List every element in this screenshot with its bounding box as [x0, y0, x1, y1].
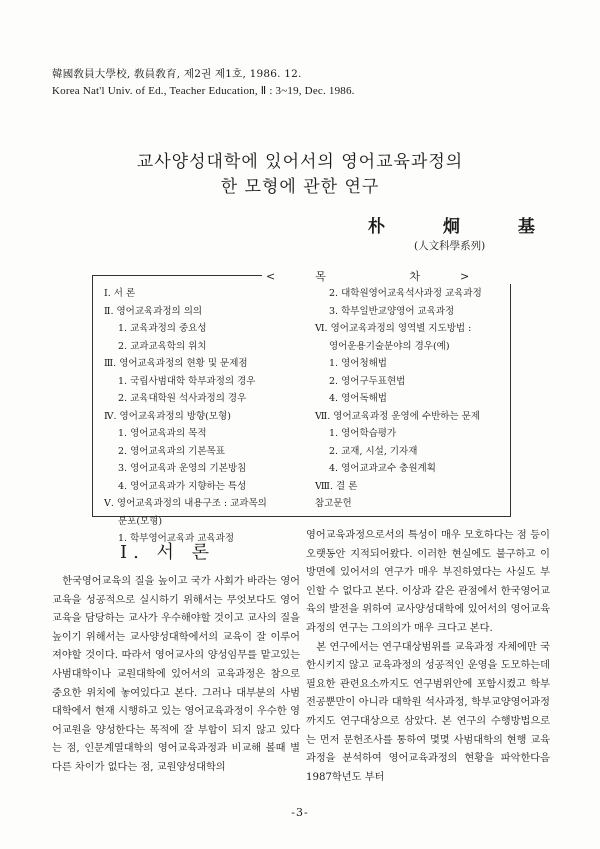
toc-entry: Ⅴ. 영어교육과정의 내용구조 : 교과목의	[104, 498, 267, 509]
toc-entry: 2. 대학원영어교육석사과정 교육과정	[329, 288, 482, 299]
toc-entry: Ⅱ. 영어교육과정의 의의	[104, 305, 203, 317]
toc-entry: Ⅳ. 영어교육과정의 방향(모형)	[104, 410, 231, 422]
toc-entry: 4. 영어교육과가 지향하는 특성	[118, 480, 247, 492]
toc-entry: 1. 영어교육과의 목적	[118, 428, 207, 439]
toc-entry: 1. 영어학습평가	[329, 428, 397, 439]
body-paragraph: 본 연구에서는 연구대상범위를 교육과정 자체에만 국한시키지 않고 교육과정의 성공적인 운영을 도모하는데 필요한 관련요소까지도 연구범위안에 포함시켰고 학부전공뿐만이 아니라 대학원 석사과정, 학부교양영어과정까지도 연구대상으로 삼았다. 본 연구의 수행방법으로는 먼저 문헌조사를 통하여 몇몇 사범대학의 현행 교육과정을 분석하여 영어교육과정의 현황을 파악한다음 1987학년도 부터	[306, 641, 550, 783]
toc-entry: 2. 교육대학원 석사과정의 경우	[118, 393, 247, 404]
paper-title-line-1: 교사양성대학에 있어서의 영어교육과정의	[136, 152, 464, 172]
toc-entry: 1. 교육과정의 중요성	[118, 323, 207, 334]
journal-citation-korean: 韓國敎員大學校, 敎員敎育, 제2권 제1호, 1986. 12.	[52, 68, 302, 80]
toc-entry: 1. 국립사범대학 학부과정의 경우	[118, 375, 256, 387]
toc-entry: 2. 영어구두표현법	[329, 375, 406, 387]
toc-entry: 2. 교과교육학의 위치	[118, 340, 207, 352]
toc-entry: 영어운용기술분야의 경우(예)	[329, 340, 450, 352]
toc-entry: 1. 영어청해법	[329, 358, 387, 369]
toc-entry: 3. 학부일반교양영어 교육과정	[329, 305, 455, 317]
toc-entry: Ⅰ. 서 론	[104, 288, 136, 299]
toc-entry: Ⅷ. 결 론	[315, 480, 358, 492]
toc-left-column	[104, 285, 304, 548]
page-number: -3-	[291, 806, 309, 819]
toc-entry: 참고문헌	[315, 498, 352, 509]
toc-entry: 분포(모형)	[118, 515, 163, 527]
toc-entry: 1. 학부영어교육과 교육과정	[118, 533, 235, 544]
toc-entry: Ⅶ. 영어교육과정 운영에 수반하는 문제	[315, 410, 481, 422]
body-text-right-column	[306, 527, 550, 787]
author-name: 朴 炯 基	[368, 217, 561, 237]
paper-title-line-2: 한 모형에 관한 연구	[220, 177, 380, 197]
toc-entry: 2. 교재, 시설, 기자재	[329, 445, 418, 457]
toc-right-column	[315, 285, 505, 513]
toc-entry: 2. 영어교육과의 기본목표	[118, 445, 225, 457]
author-affiliation: (人文科學系列)	[414, 240, 486, 252]
body-paragraph: 한국영어교육의 질을 높이고 국가 사회가 바라는 영어교육을 성공적으로 실시하기 위해서는 무엇보다도 영어교육을 담당하는 교사가 우수해야할 것이고 교사의 질을 높이기 위해서는 교사양성대학에서의 교육이 잘 이루어져야할 것이다. 따라서 영어교사의 양성임무를 맡고있는 사범대학이나 교원대학에 있어서의 교육과정은 참으로 중요한 위치에 놓여있다고 본다. 그러나 대부분의 사범대학에서 현재 시행하고 있는 영어교육과정이 우수한 영어교원을 양성한다는 목적에 잘 부합이 되지 않고 있다는 점, 인문계열대학의 영어교육과정과 비교해 볼때 별다른 차이가 없다는 점, 교원양성대학의	[52, 576, 300, 773]
journal-citation-english: Korea Nat'l Univ. of Ed., Teacher Education, Ⅱ : 3~19, Dec. 1986.	[52, 85, 355, 97]
toc-entry: Ⅵ. 영어교육과정의 영역별 지도방법 :	[315, 323, 472, 334]
toc-entry: Ⅲ. 영어교육과정의 현황 및 문제점	[104, 358, 248, 369]
toc-entry: 3. 영어교육과 운영의 기본방침	[118, 463, 247, 474]
section-heading-introduction: Ⅰ. 서 론	[120, 542, 216, 563]
body-text-left-column	[52, 573, 300, 778]
toc-heading: <목 차>	[262, 268, 513, 284]
toc-entry: 4. 영어독해법	[329, 393, 387, 404]
body-paragraph: 영어교육과정으로서의 특성이 매우 모호하다는 점 등이 오랫동안 지적되어왔다. 이러한 현실에도 불구하고 이방면에 있어서의 연구가 매우 부진하였다는 사실도 부인할 수 없다고 본다. 이상과 같은 관점에서 한국영어교육의 발전을 위하여 교사양성대학에 있어서의 영어교육과정의 연구는 그의의가 매우 크다고 본다.	[306, 530, 550, 634]
toc-entry: 4. 영어교과교수 충원계획	[329, 463, 436, 474]
